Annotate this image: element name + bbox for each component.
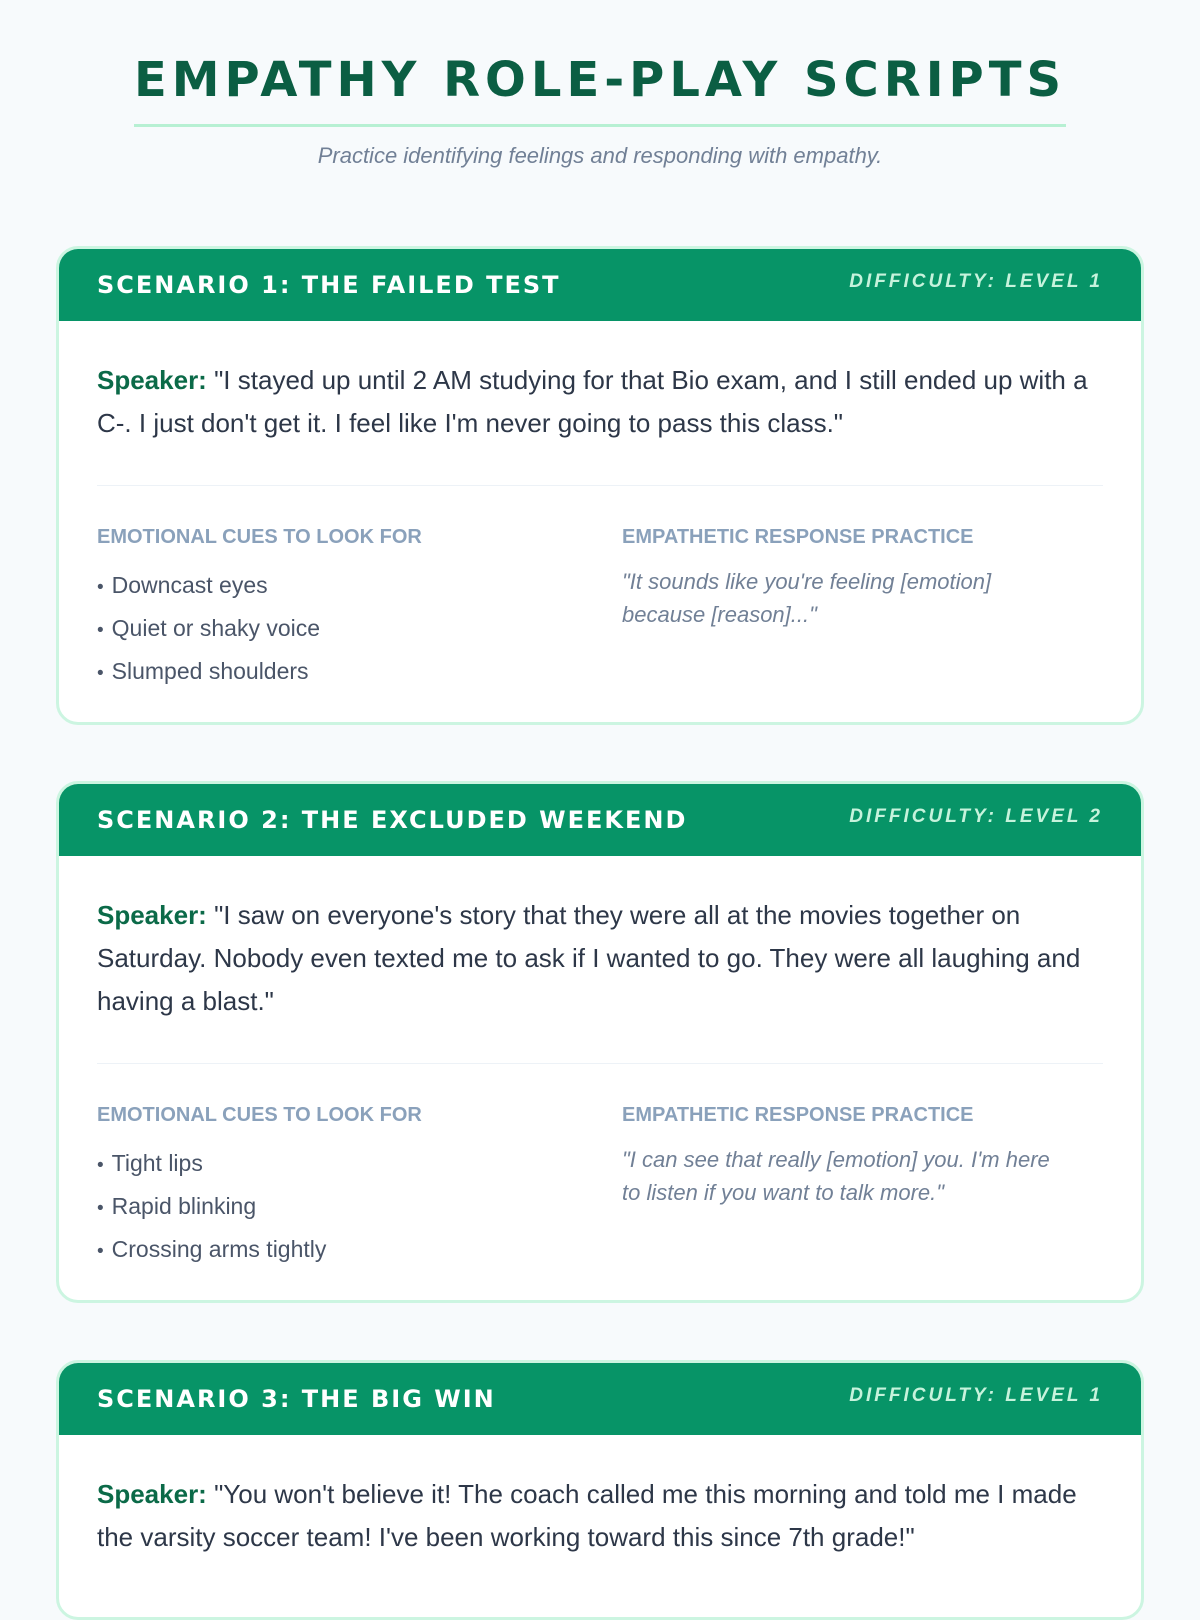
- cue-item: [97, 1186, 622, 1229]
- bullet-icon: •: [97, 577, 104, 598]
- bullet-icon: •: [97, 663, 104, 684]
- page-subtitle: Practice identifying feelings and responding with empathy.: [317, 143, 883, 168]
- bullet-icon: •: [97, 1155, 104, 1176]
- cue-text: Crossing arms tightly: [111, 1236, 327, 1262]
- scenario-body: [59, 321, 1141, 722]
- practice-text: "It sounds like you're feeling [emotion] because [reason]...": [622, 569, 992, 627]
- page-header: [0, 0, 1200, 169]
- speaker-label: Speaker:: [97, 1479, 207, 1509]
- cue-list: [97, 565, 622, 694]
- quote-text: "I saw on everyone's story that they were all at the movies together on Saturday. Nobody even texted me to ask if I wanted to go. They were all laughing and having a blast.": [97, 900, 1081, 1016]
- scenario-header: [59, 1363, 1141, 1435]
- cue-item: [97, 608, 622, 651]
- scenario-title: SCENARIO 2: THE EXCLUDED WEEKEND: [97, 806, 688, 834]
- page-title: EMPATHY ROLE-PLAY SCRIPTS: [134, 52, 1066, 127]
- cue-text: Slumped shoulders: [111, 658, 309, 684]
- scenario-body: [59, 856, 1141, 1300]
- scenario-card-1: [56, 246, 1144, 725]
- scenario-card-2: [56, 781, 1144, 1303]
- cue-text: Downcast eyes: [111, 572, 268, 598]
- divider: [97, 485, 1103, 486]
- quote-text: "I stayed up until 2 AM studying for that Bio exam, and I still ended up with a C-. I just don't get it. I feel like I'm never going to pass this class.": [97, 365, 1088, 438]
- scenario-columns: [97, 526, 1103, 694]
- scenario-title: SCENARIO 3: THE BIG WIN: [97, 1385, 496, 1413]
- cues-heading: EMOTIONAL CUES TO LOOK FOR: [97, 1104, 422, 1126]
- difficulty-badge: DIFFICULTY: LEVEL 2: [849, 806, 1103, 827]
- difficulty-badge: DIFFICULTY: LEVEL 1: [849, 1385, 1103, 1406]
- speaker-quote: [97, 359, 1103, 445]
- cue-text: Tight lips: [111, 1150, 203, 1176]
- cues-heading: EMOTIONAL CUES TO LOOK FOR: [97, 526, 422, 548]
- quote-text: "You won't believe it! The coach called me this morning and told me I made the varsity soccer team! I've been working toward this since 7th grade!": [97, 1479, 1077, 1552]
- speaker-quote: [97, 1473, 1103, 1559]
- scenario-card-3: [56, 1360, 1144, 1620]
- difficulty-badge: DIFFICULTY: LEVEL 1: [849, 271, 1103, 292]
- practice-heading: EMPATHETIC RESPONSE PRACTICE: [622, 1104, 974, 1126]
- scenario-columns: [97, 1104, 1103, 1272]
- bullet-icon: •: [97, 620, 104, 641]
- practice-column: [622, 1104, 1103, 1272]
- cue-item: [97, 1229, 622, 1272]
- cue-text: Rapid blinking: [111, 1193, 257, 1219]
- practice-column: [622, 526, 1103, 694]
- scenario-title: SCENARIO 1: THE FAILED TEST: [97, 271, 561, 299]
- cue-item: [97, 565, 622, 608]
- bullet-icon: •: [97, 1241, 104, 1262]
- bullet-icon: •: [97, 1198, 104, 1219]
- scenario-header: [59, 784, 1141, 856]
- scenario-header: [59, 249, 1141, 321]
- divider: [97, 1063, 1103, 1064]
- cue-list: [97, 1143, 622, 1272]
- speaker-label: Speaker:: [97, 365, 207, 395]
- practice-text: "I can see that really [emotion] you. I'm here to listen if you want to talk more.": [622, 1147, 1050, 1205]
- scenario-body: [59, 1435, 1141, 1587]
- cues-column: [97, 1104, 622, 1272]
- practice-heading: EMPATHETIC RESPONSE PRACTICE: [622, 526, 974, 548]
- cue-text: Quiet or shaky voice: [111, 615, 321, 641]
- speaker-label: Speaker:: [97, 900, 207, 930]
- speaker-quote: [97, 894, 1103, 1023]
- cue-item: [97, 651, 622, 694]
- cues-column: [97, 526, 622, 694]
- cue-item: [97, 1143, 622, 1186]
